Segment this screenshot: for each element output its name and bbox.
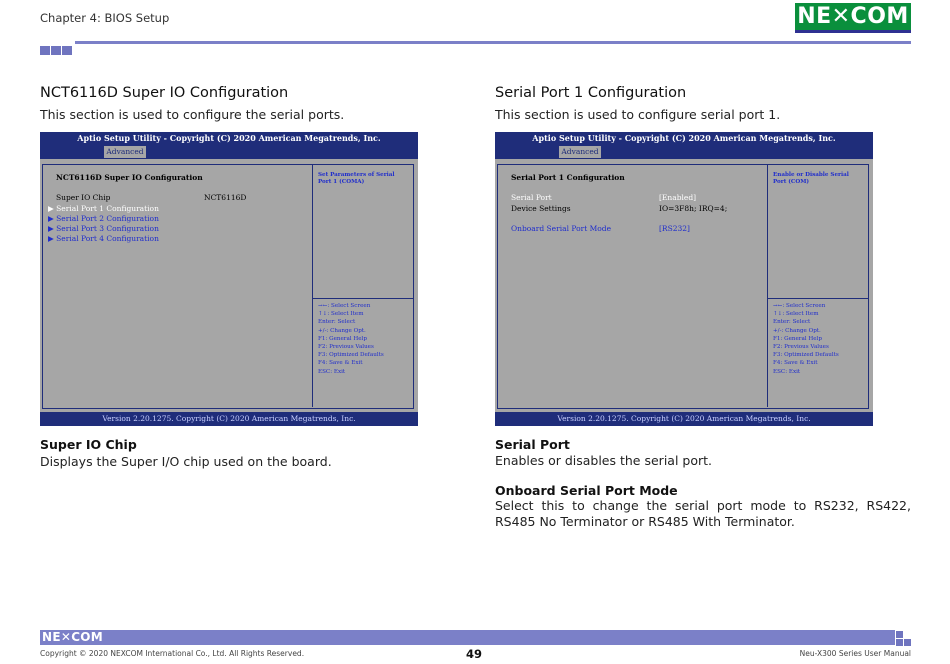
- bios-footer: Version 2.20.1275. Copyright (C) 2020 American Megatrends, Inc.: [495, 412, 873, 426]
- bios-tab-row: [40, 145, 418, 159]
- left-section-desc: This section is used to configure the serial ports.: [40, 107, 345, 122]
- bios-help-text: Set Parameters of Serial Port 1 (COMA): [318, 172, 395, 185]
- page-number: 49: [466, 647, 483, 661]
- bios-key-legend: [318, 302, 410, 376]
- serial-port-value[interactable]: [Enabled]: [659, 193, 697, 202]
- device-settings-label: Device Settings: [511, 204, 571, 213]
- footer-square: [896, 631, 903, 638]
- footer-logo: NE✕COM: [42, 630, 104, 644]
- copyright-text: Copyright © 2020 NEXCOM International Co., Ltd. All Rights Reserved.: [40, 649, 305, 658]
- bios-help-text: Enable or Disable Serial Port (COM): [773, 172, 849, 185]
- key-hint: ESC: Exit: [773, 368, 801, 375]
- bios-divider: [312, 164, 313, 407]
- serial-port-3-item[interactable]: ▶ Serial Port 3 Configuration: [48, 224, 159, 233]
- bios-header: Aptio Setup Utility - Copyright (C) 2020 American Megatrends, Inc.: [40, 132, 418, 145]
- key-hint: +/-: Change Opt.: [318, 327, 366, 334]
- bios-help-divider: [313, 298, 413, 299]
- bios-divider: [767, 164, 768, 407]
- serial-port-mode-value[interactable]: [RS232]: [659, 224, 690, 233]
- key-hint: F4: Save & Exit: [318, 360, 363, 367]
- arrow-right-icon: ▶: [48, 214, 57, 223]
- super-io-chip-label: Super IO Chip: [56, 193, 111, 202]
- bios-help-divider: [768, 298, 868, 299]
- serial-port-1-item[interactable]: ▶ Serial Port 1 Configuration: [48, 204, 159, 213]
- key-hint: ↑↓: Select Item: [773, 311, 819, 318]
- key-hint: →←: Select Screen: [773, 303, 826, 309]
- key-hint: F4: Save & Exit: [773, 360, 818, 367]
- key-hint: F1: General Help: [318, 335, 367, 342]
- key-hint: Enter: Select: [773, 319, 811, 326]
- nexcom-logo: NE✕COM: [795, 3, 911, 30]
- manual-title: Neu-X300 Series User Manual: [799, 649, 911, 658]
- footer-square: [896, 639, 903, 646]
- footer-square: [904, 639, 911, 646]
- key-hint: ESC: Exit: [318, 368, 346, 375]
- bios-page-title: NCT6116D Super IO Configuration: [56, 173, 203, 182]
- key-hint: →←: Select Screen: [318, 303, 371, 309]
- super-io-chip-value: NCT6116D: [204, 193, 247, 202]
- bios-screen-left: [40, 132, 418, 426]
- key-hint: ↑↓: Select Item: [318, 311, 364, 318]
- bios-header: Aptio Setup Utility - Copyright (C) 2020 American Megatrends, Inc.: [495, 132, 873, 145]
- serial-port-4-item[interactable]: ▶ Serial Port 4 Configuration: [48, 234, 159, 243]
- serial-port-mode-label[interactable]: Onboard Serial Port Mode: [511, 224, 612, 233]
- bios-screen-right: [495, 132, 873, 426]
- device-settings-value: IO=3F8h; IRQ=4;: [659, 204, 728, 213]
- super-io-chip-heading: Super IO Chip: [40, 437, 137, 452]
- serial-port-label[interactable]: Serial Port: [511, 193, 552, 202]
- chapter-title: Chapter 4: BIOS Setup: [40, 11, 170, 25]
- tab-advanced[interactable]: Advanced: [104, 146, 146, 158]
- bios-key-legend: [773, 302, 865, 376]
- serial-port-mode-desc: Select this to change the serial port mode to RS232, RS422, RS485 No Terminator or RS485 With Terminator.: [495, 498, 911, 529]
- tab-advanced[interactable]: Advanced: [559, 146, 601, 158]
- super-io-chip-desc: Displays the Super I/O chip used on the board.: [40, 454, 332, 469]
- serial-port-mode-heading: Onboard Serial Port Mode: [495, 483, 678, 498]
- footer-bar: [40, 630, 895, 645]
- bios-page-title: Serial Port 1 Configuration: [511, 173, 625, 182]
- arrow-right-icon: ▶: [48, 204, 57, 213]
- serial-port-2-item[interactable]: ▶ Serial Port 2 Configuration: [48, 214, 159, 223]
- key-hint: F3: Optimized Defaults: [773, 352, 839, 359]
- left-section-title: NCT6116D Super IO Configuration: [40, 85, 289, 101]
- key-hint: F3: Optimized Defaults: [318, 352, 384, 359]
- bios-footer: Version 2.20.1275. Copyright (C) 2020 American Megatrends, Inc.: [40, 412, 418, 426]
- serial-port-desc: Enables or disables the serial port.: [495, 453, 712, 468]
- key-hint: Enter: Select: [318, 319, 356, 326]
- logo-underline: [795, 30, 911, 33]
- bios-tab-row: [495, 145, 873, 159]
- arrow-right-icon: ▶: [48, 224, 57, 233]
- right-section-desc: This section is used to configure serial port 1.: [495, 107, 781, 122]
- key-hint: +/-: Change Opt.: [773, 327, 821, 334]
- header-blocks: [40, 40, 73, 59]
- right-section-title: Serial Port 1 Configuration: [495, 85, 687, 101]
- serial-port-heading: Serial Port: [495, 437, 570, 452]
- arrow-right-icon: ▶: [48, 234, 57, 243]
- key-hint: F1: General Help: [773, 335, 822, 342]
- key-hint: F2: Previous Values: [318, 344, 374, 351]
- header-rule: [75, 41, 911, 44]
- key-hint: F2: Previous Values: [773, 344, 829, 351]
